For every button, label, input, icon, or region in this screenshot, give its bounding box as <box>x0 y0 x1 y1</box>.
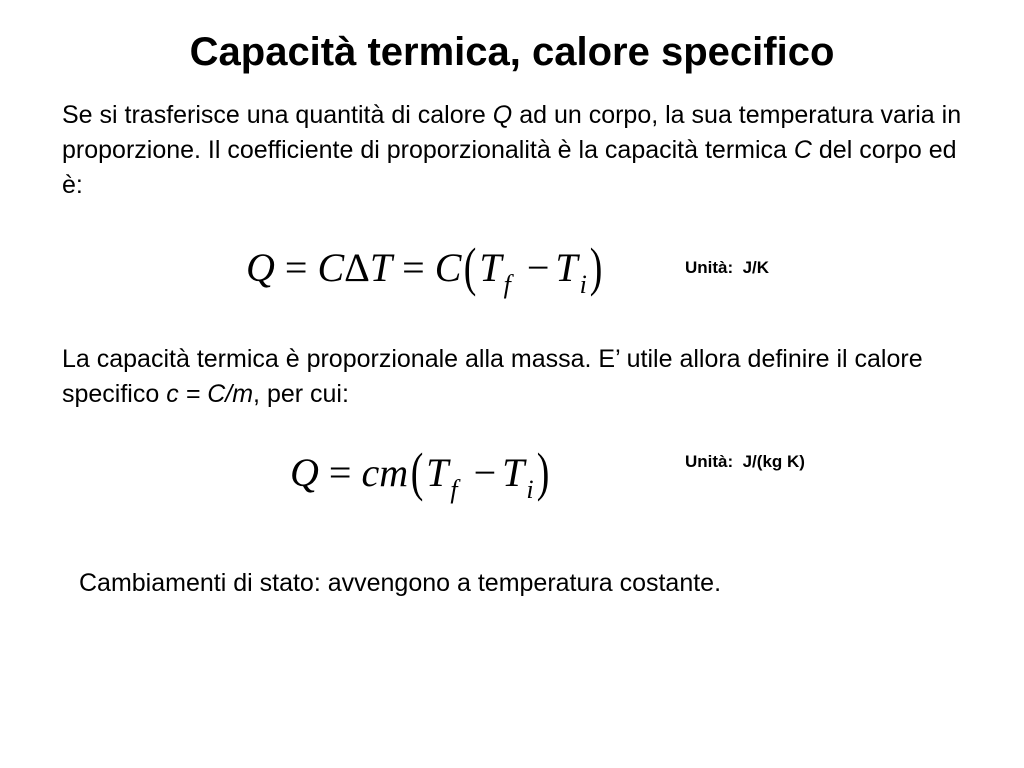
eq-minus: − <box>473 450 497 495</box>
eq-sub-i: i <box>526 475 534 504</box>
slide-title: Capacità termica, calore specifico <box>189 30 835 74</box>
eq-left-paren: ( <box>410 442 424 502</box>
paragraph-text: del corpo ed è: <box>62 136 957 199</box>
eq-sub-f: f <box>503 270 511 299</box>
eq-equals: = <box>284 245 308 290</box>
eq-temperature: T <box>369 245 393 290</box>
variable-c: C <box>793 136 812 164</box>
eq-t-initial: T <box>502 450 525 495</box>
specific-heat-equation <box>290 441 552 503</box>
eq-equals: = <box>402 245 425 290</box>
eq-lhs: Q <box>246 245 275 290</box>
eq-right-paren: ) <box>589 237 603 297</box>
eq-equals: = <box>328 450 352 495</box>
paragraph-text: ad un corpo, la sua temperatura varia in proporzione. Il coefficiente di proporzionalità è la capacità termica <box>62 101 962 164</box>
phase-change-note: Cambiamenti di stato: avvengono a temperatura costante. <box>79 569 722 597</box>
paragraph-text: , per cui: <box>253 380 349 408</box>
heat-capacity-equation <box>246 236 605 298</box>
unit-label-heat-capacity: Unità: J/K <box>685 258 770 277</box>
eq-capacity-factor: C <box>434 245 462 290</box>
paragraph-text: La capacità termica è proporzionale alla massa. E’ utile allora definire il calore specifico <box>62 345 923 408</box>
variable-q: Q <box>492 101 513 129</box>
eq-minus: − <box>526 245 550 290</box>
eq-cm: cm <box>361 450 409 495</box>
eq-capacity: C <box>317 245 345 290</box>
eq-left-paren: ( <box>464 237 477 297</box>
eq-sub-i: i <box>579 270 587 299</box>
specific-heat-paragraph <box>62 342 982 412</box>
eq-delta: Δ <box>344 245 370 290</box>
heat-capacity-paragraph <box>62 98 982 203</box>
paragraph-text: Se si trasferisce una quantità di calore <box>62 101 493 129</box>
unit-label-specific-heat: Unità: J/(kg K) <box>685 452 805 471</box>
eq-right-paren: ) <box>536 442 549 502</box>
eq-t-initial: T <box>555 245 578 290</box>
eq-t-final: T <box>426 450 449 495</box>
eq-t-final: T <box>479 245 502 290</box>
specific-heat-formula: c = C/m <box>166 380 254 408</box>
eq-lhs: Q <box>290 450 319 495</box>
eq-sub-f: f <box>450 475 458 504</box>
